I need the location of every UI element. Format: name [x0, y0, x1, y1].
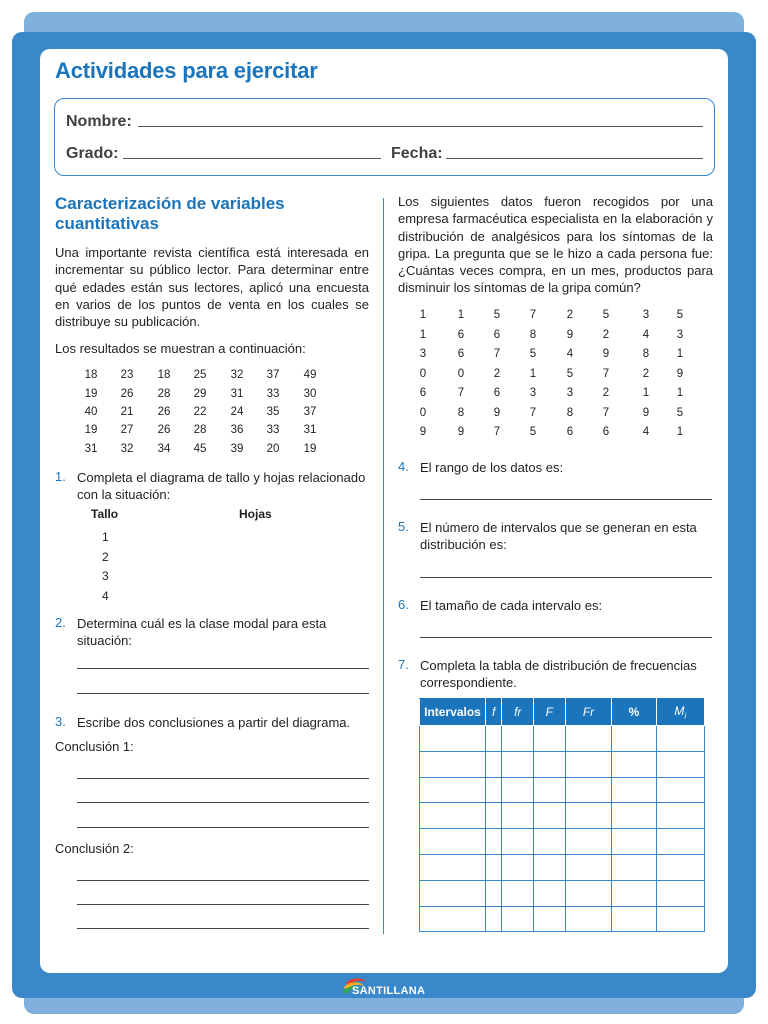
table-cell[interactable] — [534, 777, 566, 803]
table-cell[interactable] — [420, 854, 486, 880]
table-cell[interactable] — [656, 803, 704, 829]
table-cell[interactable] — [612, 854, 656, 880]
conclusion-1-label: Conclusión 1: — [55, 739, 134, 754]
nombre-field[interactable] — [138, 126, 703, 127]
col-Mi — [656, 699, 704, 726]
purchase-value: 1 — [676, 348, 684, 360]
age-value: 28 — [193, 424, 207, 436]
table-cell[interactable] — [534, 751, 566, 777]
table-cell[interactable] — [656, 726, 704, 752]
table-cell[interactable] — [612, 880, 656, 906]
table-row — [420, 854, 705, 880]
col-F: F — [534, 699, 566, 726]
q7-text: Completa la tabla de distribución de frecuencias correspondiente. — [420, 658, 697, 690]
table-row — [420, 880, 705, 906]
table-cell[interactable] — [502, 751, 534, 777]
results-intro: Los resultados se muestran a continuación: — [55, 341, 306, 356]
age-value: 19 — [303, 443, 317, 455]
stem-4: 4 — [102, 589, 109, 603]
table-row — [420, 726, 705, 752]
purchase-value: 1 — [642, 387, 650, 399]
table-cell[interactable] — [656, 854, 704, 880]
frequency-table-header — [420, 699, 705, 726]
purchase-value: 9 — [419, 426, 427, 438]
purchase-value: 5 — [602, 309, 610, 321]
age-value: 32 — [230, 369, 244, 381]
q5-number: 5. — [398, 519, 409, 534]
conclusion-1-line[interactable] — [77, 778, 369, 779]
purchase-value: 2 — [566, 309, 574, 321]
purchase-value: 1 — [457, 309, 465, 321]
purchase-value: 3 — [642, 309, 650, 321]
purchase-value: 4 — [566, 348, 574, 360]
col-Mi-sub: i — [684, 711, 687, 721]
fecha-label: Fecha: — [391, 145, 443, 162]
purchase-value: 7 — [529, 309, 537, 321]
table-cell[interactable] — [502, 880, 534, 906]
left-intro-paragraph: Una importante revista científica está interesada en incrementar su público lector. Para determinar entre qué edades están sus lectores, aplicó una encuesta en varios de los puntos de venta en los cuales se distribuye su publicación. — [55, 245, 369, 330]
table-cell[interactable] — [486, 803, 502, 829]
age-value: 19 — [84, 388, 98, 400]
purchase-value: 3 — [676, 329, 684, 341]
purchase-value: 1 — [676, 426, 684, 438]
purchase-value: 9 — [566, 329, 574, 341]
table-cell[interactable] — [486, 906, 502, 932]
q2-answer-line[interactable] — [77, 668, 369, 669]
stem-2: 2 — [102, 550, 109, 564]
table-cell[interactable] — [420, 777, 486, 803]
table-cell[interactable] — [534, 854, 566, 880]
purchase-value: 9 — [457, 426, 465, 438]
table-cell[interactable] — [534, 829, 566, 855]
age-value: 31 — [303, 424, 317, 436]
q4-text: El rango de los datos es: — [420, 460, 564, 475]
purchase-value: 6 — [419, 387, 427, 399]
conclusion-2-line[interactable] — [77, 904, 369, 905]
purchase-value: 5 — [529, 426, 537, 438]
table-cell[interactable] — [486, 751, 502, 777]
table-cell[interactable] — [565, 906, 612, 932]
purchase-value: 5 — [676, 407, 684, 419]
purchase-value: 6 — [493, 387, 501, 399]
table-cell[interactable] — [656, 880, 704, 906]
conclusion-2-line[interactable] — [77, 928, 369, 929]
stem-3: 3 — [102, 569, 109, 583]
table-row — [420, 829, 705, 855]
page-title: Actividades para ejercitar — [55, 58, 318, 83]
table-cell[interactable] — [565, 880, 612, 906]
purchase-value: 1 — [676, 387, 684, 399]
table-cell[interactable] — [656, 751, 704, 777]
purchase-value: 1 — [419, 329, 427, 341]
purchase-value: 1 — [529, 368, 537, 380]
purchase-value: 9 — [493, 407, 501, 419]
age-value: 31 — [230, 388, 244, 400]
age-value: 40 — [84, 406, 98, 418]
purchase-value: 0 — [457, 368, 465, 380]
table-cell[interactable] — [534, 726, 566, 752]
age-value: 28 — [157, 388, 171, 400]
purchase-value: 9 — [642, 407, 650, 419]
purchase-value: 8 — [457, 407, 465, 419]
age-value: 18 — [84, 369, 98, 381]
age-value: 24 — [230, 406, 244, 418]
conclusion-1-line[interactable] — [77, 827, 369, 828]
purchase-value: 8 — [529, 329, 537, 341]
q6-number: 6. — [398, 597, 409, 612]
q5-text: El número de intervalos que se generan en esta distribución es: — [420, 520, 697, 552]
table-row — [420, 803, 705, 829]
table-cell[interactable] — [420, 726, 486, 752]
table-cell[interactable] — [502, 726, 534, 752]
age-value: 21 — [120, 406, 134, 418]
q7-number: 7. — [398, 657, 409, 672]
purchase-value: 7 — [493, 426, 501, 438]
age-value: 22 — [193, 406, 207, 418]
table-cell[interactable] — [420, 829, 486, 855]
purchase-value: 0 — [419, 368, 427, 380]
grado-label: Grado: — [66, 145, 119, 162]
age-value: 37 — [266, 369, 280, 381]
col-Fr: Fr — [565, 699, 612, 726]
purchase-value: 4 — [642, 426, 650, 438]
table-cell[interactable] — [656, 829, 704, 855]
purchase-value: 3 — [529, 387, 537, 399]
table-cell[interactable] — [656, 777, 704, 803]
purchase-value: 1 — [419, 309, 427, 321]
purchase-value: 5 — [676, 309, 684, 321]
age-value: 18 — [157, 369, 171, 381]
age-value: 49 — [303, 369, 317, 381]
q5-answer-line[interactable] — [420, 577, 712, 578]
table-cell[interactable] — [656, 906, 704, 932]
table-cell[interactable] — [534, 803, 566, 829]
table-cell[interactable] — [486, 726, 502, 752]
table-row — [420, 751, 705, 777]
purchase-value: 6 — [457, 348, 465, 360]
age-value: 33 — [266, 424, 280, 436]
age-value: 29 — [193, 388, 207, 400]
age-value: 39 — [230, 443, 244, 455]
q6-text: El tamaño de cada intervalo es: — [420, 598, 603, 613]
table-cell[interactable] — [486, 880, 502, 906]
table-cell[interactable] — [612, 726, 656, 752]
age-value: 34 — [157, 443, 171, 455]
conclusion-2-line[interactable] — [77, 880, 369, 881]
purchase-value: 7 — [602, 407, 610, 419]
purchase-value: 0 — [419, 407, 427, 419]
nombre-label: Nombre: — [66, 113, 132, 130]
purchase-value: 7 — [493, 348, 501, 360]
age-value: 20 — [266, 443, 280, 455]
column-divider — [383, 198, 384, 934]
purchase-value: 2 — [642, 368, 650, 380]
age-value: 35 — [266, 406, 280, 418]
purchase-value: 2 — [602, 387, 610, 399]
table-cell[interactable] — [420, 803, 486, 829]
table-cell[interactable] — [502, 854, 534, 880]
age-value: 26 — [157, 406, 171, 418]
q1-number: 1. — [55, 469, 66, 484]
age-value: 30 — [303, 388, 317, 400]
q3-text: Escribe dos conclusiones a partir del diagrama. — [77, 715, 351, 730]
table-cell[interactable] — [565, 751, 612, 777]
table-cell[interactable] — [565, 803, 612, 829]
table-cell[interactable] — [502, 777, 534, 803]
col-Mi-label: M — [674, 703, 685, 718]
col-f: f — [486, 699, 502, 726]
col-intervalos: Intervalos — [420, 699, 486, 726]
age-value: 36 — [230, 424, 244, 436]
age-value: 26 — [157, 424, 171, 436]
purchase-value: 6 — [602, 426, 610, 438]
q2-text: Determina cuál es la clase modal para esta situación: — [77, 616, 327, 648]
stem-1: 1 — [102, 530, 109, 544]
table-cell[interactable] — [502, 803, 534, 829]
age-value: 32 — [120, 443, 134, 455]
col-fr: fr — [502, 699, 534, 726]
table-cell[interactable] — [420, 880, 486, 906]
table-cell[interactable] — [502, 829, 534, 855]
purchase-value: 9 — [676, 368, 684, 380]
table-cell[interactable] — [486, 777, 502, 803]
purchase-value: 3 — [566, 387, 574, 399]
q4-answer-line[interactable] — [420, 499, 712, 500]
table-cell[interactable] — [534, 880, 566, 906]
q6-answer-line[interactable] — [420, 637, 712, 638]
purchase-value: 2 — [602, 329, 610, 341]
age-value: 26 — [120, 388, 134, 400]
purchase-value: 2 — [493, 368, 501, 380]
section-title: Caracterización de variables cuantitativas — [55, 194, 285, 233]
purchase-value: 3 — [419, 348, 427, 360]
purchase-value: 5 — [566, 368, 574, 380]
table-cell[interactable] — [565, 854, 612, 880]
fecha-field[interactable] — [446, 158, 703, 159]
purchase-value: 7 — [457, 387, 465, 399]
purchase-value: 5 — [529, 348, 537, 360]
age-value: 33 — [266, 388, 280, 400]
age-value: 31 — [84, 443, 98, 455]
stem-header: Tallo — [91, 507, 119, 521]
table-cell[interactable] — [420, 751, 486, 777]
student-info-box — [54, 98, 715, 176]
leaf-header: Hojas — [239, 507, 272, 521]
purchase-value: 8 — [642, 348, 650, 360]
table-cell[interactable] — [502, 906, 534, 932]
table-cell[interactable] — [565, 726, 612, 752]
table-cell[interactable] — [565, 829, 612, 855]
footer-logo-text: SANTILLANA — [352, 985, 426, 997]
purchase-value: 6 — [566, 426, 574, 438]
q2-answer-line[interactable] — [77, 693, 369, 694]
purchase-value: 6 — [457, 329, 465, 341]
q4-number: 4. — [398, 459, 409, 474]
table-cell[interactable] — [534, 906, 566, 932]
purchase-value: 9 — [602, 348, 610, 360]
table-cell[interactable] — [612, 751, 656, 777]
purchase-value: 6 — [493, 329, 501, 341]
purchase-value: 7 — [529, 407, 537, 419]
purchase-value: 4 — [642, 329, 650, 341]
table-cell[interactable] — [486, 854, 502, 880]
table-cell[interactable] — [612, 829, 656, 855]
conclusion-2-label: Conclusión 2: — [55, 841, 134, 856]
purchase-value: 8 — [566, 407, 574, 419]
right-intro-paragraph: Los siguientes datos fueron recogidos por una empresa farmacéutica especialista en la elaboración y distribución de analgésicos para los síntomas de la gripa. La pregunta que se le hizo a cada persona fue: ¿Cuántas veces compra, en un mes, productos para disminuir los síntomas de la gripa común? — [398, 194, 713, 296]
table-row — [420, 777, 705, 803]
q2-number: 2. — [55, 615, 66, 630]
age-value: 23 — [120, 369, 134, 381]
purchase-value: 5 — [493, 309, 501, 321]
table-cell[interactable] — [612, 777, 656, 803]
age-value: 45 — [193, 443, 207, 455]
q1-text: Completa el diagrama de tallo y hojas relacionado con la situación: — [77, 470, 366, 502]
age-value: 19 — [84, 424, 98, 436]
table-cell[interactable] — [612, 803, 656, 829]
purchase-value: 7 — [602, 368, 610, 380]
q3-number: 3. — [55, 714, 66, 729]
table-row — [420, 906, 705, 932]
col-percent: % — [612, 699, 656, 726]
table-cell[interactable] — [420, 906, 486, 932]
age-value: 27 — [120, 424, 134, 436]
age-value: 25 — [193, 369, 207, 381]
grado-field[interactable] — [123, 158, 381, 159]
table-cell[interactable] — [565, 777, 612, 803]
table-cell[interactable] — [486, 829, 502, 855]
age-value: 37 — [303, 406, 317, 418]
table-cell[interactable] — [612, 906, 656, 932]
frequency-table — [419, 698, 705, 932]
conclusion-1-line[interactable] — [77, 802, 369, 803]
